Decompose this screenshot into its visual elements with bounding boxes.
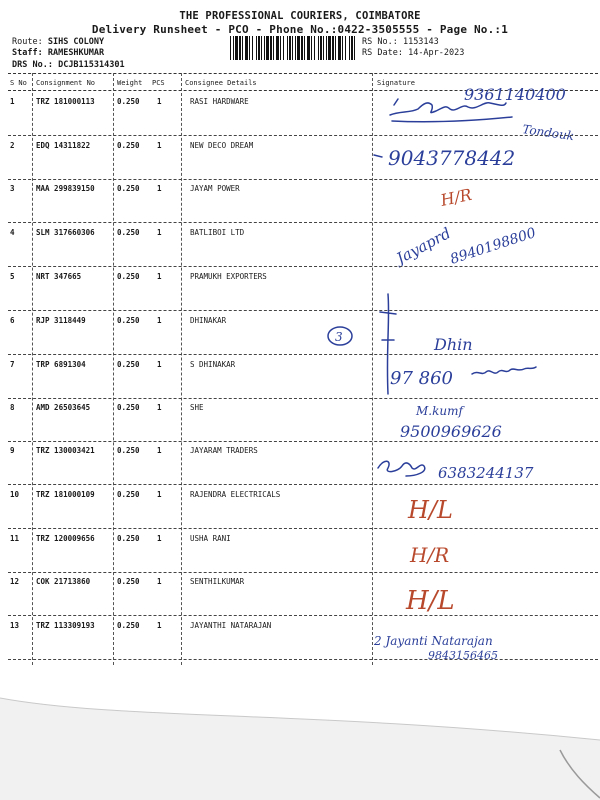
row-pcs: 1 (157, 490, 162, 499)
row-divider (8, 528, 598, 529)
rs-no-value: 1153143 (402, 37, 439, 47)
barcode-bar (354, 36, 355, 60)
underline-stroke (392, 117, 512, 122)
drs-line (12, 60, 125, 70)
row-divider (8, 615, 598, 616)
paper-fold-shadow (0, 690, 600, 800)
handwritten-code: H/L (408, 496, 453, 524)
barcode-bar (256, 36, 257, 60)
row-sno: 12 (10, 577, 20, 586)
row-pcs: 1 (157, 534, 162, 543)
row-divider (8, 310, 598, 311)
row-consignee: SENTHILKUMAR (190, 577, 245, 586)
handwritten-phone: 8940198800 (448, 225, 538, 268)
row-consignment: TRZ 130003421 (36, 446, 95, 455)
row-sno: 3 (10, 184, 15, 193)
barcode-bar (266, 36, 269, 60)
row-weight: 0.250 (117, 141, 140, 150)
barcode-bar (314, 36, 315, 60)
table-row (0, 490, 600, 534)
barcode-bar (292, 36, 293, 60)
barcode-bar (230, 36, 231, 60)
barcode (230, 36, 358, 60)
row-divider (8, 441, 598, 442)
signature-cell (372, 577, 598, 617)
handwritten-phone: 9361140400 (464, 85, 566, 104)
handwritten-sign: Dhin (434, 335, 473, 354)
row-divider (8, 398, 598, 399)
signature-scribble (372, 446, 598, 486)
row-pcs: 1 (157, 141, 162, 150)
table-top-rule (8, 73, 598, 74)
handwritten-note: Tondouk (521, 122, 575, 144)
barcode-bar (252, 36, 253, 60)
col-weight: Weight (117, 79, 143, 87)
barcode-bar (335, 36, 336, 60)
row-consignee: RASI HARDWARE (190, 97, 249, 106)
row-consignee: RAJENDRA ELECTRICALS (190, 490, 281, 499)
row-divider (8, 179, 598, 180)
row-pcs: 1 (157, 316, 162, 325)
handwritten-phone: 97 860 (390, 368, 453, 389)
table-row (0, 621, 600, 665)
barcode-bar (311, 36, 312, 60)
col-details: Consignee Details (185, 79, 257, 87)
barcode-bar (304, 36, 305, 60)
signature-scribble (372, 577, 598, 617)
barcode-bar (242, 36, 243, 60)
row-weight: 0.250 (117, 403, 140, 412)
signature-cell (372, 534, 598, 574)
handwritten-name: 2 Jayanti Natarajan (374, 634, 493, 648)
row-pcs: 1 (157, 577, 162, 586)
row-consignment: NRT 347665 (36, 272, 82, 281)
row-weight: 0.250 (117, 360, 140, 369)
barcode-bar (349, 36, 350, 60)
table-row (0, 316, 600, 360)
barcode-bar (287, 36, 288, 60)
barcode-bar (307, 36, 310, 60)
staff-label: Staff: (12, 48, 43, 58)
table-row (0, 141, 600, 185)
route-line (12, 37, 104, 47)
row-weight: 0.250 (117, 316, 140, 325)
row-consignee: JAYARAM TRADERS (190, 446, 258, 455)
signature-scribble (372, 214, 598, 270)
barcode-bar (261, 36, 262, 60)
row-consignee: JAYAM POWER (190, 184, 240, 193)
drs-label: DRS No.: (12, 60, 53, 70)
bracket-stroke (376, 290, 400, 400)
signature-cell (372, 490, 598, 530)
signature-scribble (372, 141, 598, 181)
signature-stroke (378, 461, 425, 476)
barcode-bar (351, 36, 353, 60)
signature-scribble (372, 534, 598, 574)
row-sno: 11 (10, 534, 20, 543)
company-title: THE PROFESSIONAL COURIERS, COIMBATORE (179, 10, 421, 22)
barcode-bar (318, 36, 319, 60)
row-divider (8, 135, 598, 136)
rs-date-label: RS Date: (362, 48, 403, 58)
signature-scribble (372, 621, 598, 661)
handwritten-code: H/L (406, 586, 455, 616)
barcode-bar (249, 36, 250, 60)
table-row (0, 360, 600, 404)
row-consignee: PRAMUKH EXPORTERS (190, 272, 267, 281)
row-consignment: SLM 317660306 (36, 228, 95, 237)
barcode-bar (276, 36, 279, 60)
row-sno: 5 (10, 272, 15, 281)
signature-cell (372, 446, 598, 486)
barcode-bar (289, 36, 291, 60)
row-weight: 0.250 (117, 577, 140, 586)
barcode-bar (258, 36, 260, 60)
dash-stroke (374, 155, 382, 157)
row-pcs: 1 (157, 446, 162, 455)
table-row (0, 577, 600, 621)
row-pcs: 1 (157, 228, 162, 237)
fold-area (0, 698, 600, 800)
row-pcs: 1 (157, 184, 162, 193)
row-sno: 2 (10, 141, 15, 150)
staff-value: RAMESHKUMAR (47, 48, 105, 58)
row-sno: 7 (10, 360, 15, 369)
barcode-bar (235, 36, 238, 60)
row-consignment: MAA 299839150 (36, 184, 95, 193)
row-consignment: TRZ 181000113 (36, 97, 95, 106)
col-sno: S No (10, 79, 27, 87)
row-weight: 0.250 (117, 272, 140, 281)
barcode-bar (301, 36, 303, 60)
barcode-bar (273, 36, 274, 60)
rs-date-value: 14-Apr-2023 (408, 48, 465, 58)
col-signature: Signature (377, 79, 415, 87)
barcode-bar (295, 36, 296, 60)
signature-cell (372, 621, 598, 661)
barcode-bar (326, 36, 327, 60)
scribble-stroke (472, 367, 536, 374)
runsheet-subtitle: Delivery Runsheet - PCO - Phone No.:0422-3505555 - Page No.:1 (91, 23, 509, 36)
handwritten-code: H/R (438, 184, 474, 210)
table-row (0, 446, 600, 490)
row-consignment: TRZ 113309193 (36, 621, 95, 630)
signature-cell (372, 85, 598, 144)
row-consignment: AMD 26503645 (36, 403, 91, 412)
row-consignee: NEW DECO DREAM (190, 141, 254, 150)
barcode-bar (338, 36, 341, 60)
barcode-bar (332, 36, 334, 60)
row-divider (8, 484, 598, 485)
row-consignment: TRZ 181000109 (36, 490, 95, 499)
row-divider (8, 266, 598, 267)
barcode-bar (283, 36, 284, 60)
handwritten-phone: 9843156465 (428, 649, 498, 662)
barcode-bar (245, 36, 248, 60)
barcode-bar (323, 36, 324, 60)
row-weight: 0.250 (117, 97, 140, 106)
handwritten-phone: 9500969626 (400, 422, 502, 441)
row-consignment: EDQ 14311822 (36, 141, 91, 150)
row-consignment: COK 21713860 (36, 577, 91, 586)
row-pcs: 1 (157, 360, 162, 369)
barcode-bar (264, 36, 265, 60)
handwritten-code: H/R (410, 543, 450, 567)
table-row (0, 403, 600, 447)
row-consignment: TRZ 120009656 (36, 534, 95, 543)
barcode-bar (297, 36, 300, 60)
row-sno: 10 (10, 490, 20, 499)
signature-scribble (372, 403, 598, 443)
row-pcs: 1 (157, 403, 162, 412)
barcode-bar (328, 36, 331, 60)
row-pcs: 1 (157, 272, 162, 281)
signature-cell (372, 141, 598, 181)
row-sno: 9 (10, 446, 15, 455)
signature-cell (372, 403, 598, 443)
barcode-bar (270, 36, 272, 60)
row-consignee: S DHINAKAR (190, 360, 236, 369)
row-divider (8, 659, 598, 660)
row-consignee: SHE (190, 403, 204, 412)
barcode-bar (320, 36, 322, 60)
row-consignee: JAYANTHI NATARAJAN (190, 621, 272, 630)
route-value: SIHS COLONY (47, 37, 105, 47)
barcode-bar (342, 36, 343, 60)
barcode-bar (239, 36, 241, 60)
rs-no-line (362, 37, 439, 47)
drs-value: DCJB115314301 (58, 60, 125, 70)
table-row (0, 85, 600, 144)
row-divider (8, 572, 598, 573)
signature-scribble (372, 85, 598, 144)
row-sno: 13 (10, 621, 20, 630)
row-sno: 6 (10, 316, 15, 325)
row-weight: 0.250 (117, 446, 140, 455)
signature-scribble (372, 490, 598, 530)
row-sno: 8 (10, 403, 15, 412)
handwritten-count: 3 (335, 330, 343, 344)
table-row (0, 272, 600, 316)
route-label: Route: (12, 37, 43, 47)
staff-line (12, 48, 104, 58)
row-divider (8, 354, 598, 355)
col-consignment: Consignment No (36, 79, 96, 87)
bracket-path (380, 294, 396, 394)
row-weight: 0.250 (117, 184, 140, 193)
rs-date-line (362, 48, 464, 58)
row-consignee: DHINAKAR (190, 316, 227, 325)
row-weight: 0.250 (117, 490, 140, 499)
barcode-bar (233, 36, 234, 60)
signature-cell (335, 316, 598, 356)
row-weight: 0.250 (117, 228, 140, 237)
handwritten-phone: 6383244137 (438, 464, 534, 482)
col-pcs: PCS (152, 79, 165, 87)
row-consignment: TRP 6891304 (36, 360, 86, 369)
row-weight: 0.250 (117, 534, 140, 543)
row-sno: 4 (10, 228, 15, 237)
row-pcs: 1 (157, 621, 162, 630)
handwritten-name: Jayaprd (393, 224, 454, 268)
barcode-bar (280, 36, 281, 60)
row-weight: 0.250 (117, 621, 140, 630)
handwritten-name: M.kumf (416, 404, 463, 418)
row-pcs: 1 (157, 97, 162, 106)
signature-scribble (335, 316, 598, 356)
signature-scribble (372, 360, 598, 400)
row-consignee: USHA RANI (190, 534, 231, 543)
barcode-bar (345, 36, 346, 60)
row-sno: 1 (10, 97, 15, 106)
signature-cell (372, 360, 598, 400)
table-row (0, 534, 600, 578)
signature-cell (372, 214, 598, 270)
rs-no-label: RS No.: (362, 37, 398, 47)
table-row (0, 224, 600, 272)
row-consignment: RJP 3118449 (36, 316, 86, 325)
handwritten-phone: 9043778442 (388, 146, 516, 170)
row-consignee: BATLIBOI LTD (190, 228, 245, 237)
